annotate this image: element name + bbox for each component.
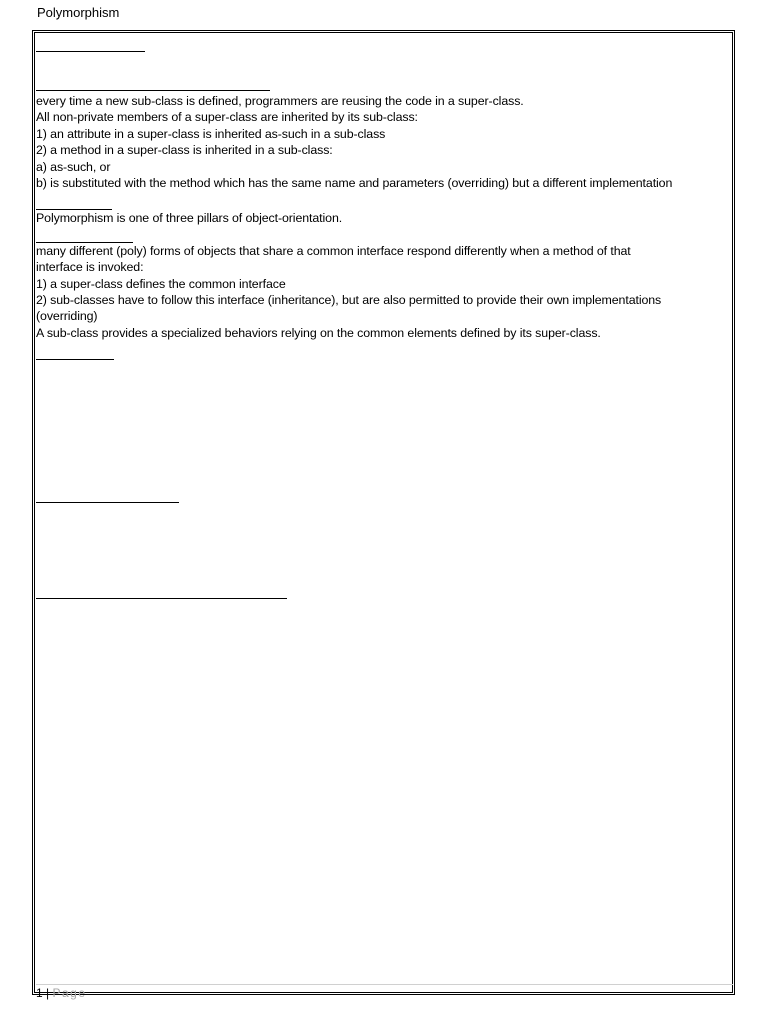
body-line: b) is substituted with the method which has the same name and parameters (overriding) but a different implementation bbox=[36, 176, 673, 191]
body-line: 1) a super-class defines the common interface bbox=[36, 276, 286, 291]
document-header-title: Polymorphism bbox=[37, 5, 120, 20]
heading-underline-1 bbox=[36, 51, 145, 52]
body-line: many different (poly) forms of objects that share a common interface respond differently when a method of that bbox=[36, 243, 631, 258]
body-line: 1) an attribute in a super-class is inherited as-such in a sub-class bbox=[36, 126, 386, 141]
footer-divider bbox=[36, 984, 733, 985]
body-line: 2) a method in a super-class is inherited in a sub-class: bbox=[36, 143, 333, 158]
body-line: Polymorphism is one of three pillars of object-orientation. bbox=[36, 211, 343, 226]
body-line: a) as-such, or bbox=[36, 159, 111, 174]
heading-underline-6 bbox=[36, 502, 179, 503]
heading-underline-5 bbox=[36, 359, 114, 360]
paragraph-gap bbox=[36, 191, 736, 210]
body-line: interface is invoked: bbox=[36, 260, 144, 275]
page-number: 1 bbox=[36, 986, 43, 1000]
paragraph-gap bbox=[36, 227, 736, 243]
body-line: All non-private members of a super-class are inherited by its sub-class: bbox=[36, 110, 418, 125]
body-line: A sub-class provides a specialized behaviors relying on the common elements defined by its super-class. bbox=[36, 325, 601, 340]
body-line: every time a new sub-class is defined, programmers are reusing the code in a super-class. bbox=[36, 94, 524, 108]
page-separator: | bbox=[46, 986, 50, 1000]
page-label: Page bbox=[52, 986, 87, 1000]
body-line: (overriding) bbox=[36, 309, 98, 324]
body-line: 2) sub-classes have to follow this interface (inheritance), but are also permitted to provide their own implementations bbox=[36, 293, 662, 308]
page-footer bbox=[36, 985, 87, 1001]
heading-underline-7 bbox=[36, 598, 287, 599]
heading-underline-2 bbox=[36, 90, 270, 91]
document-body bbox=[36, 93, 736, 341]
